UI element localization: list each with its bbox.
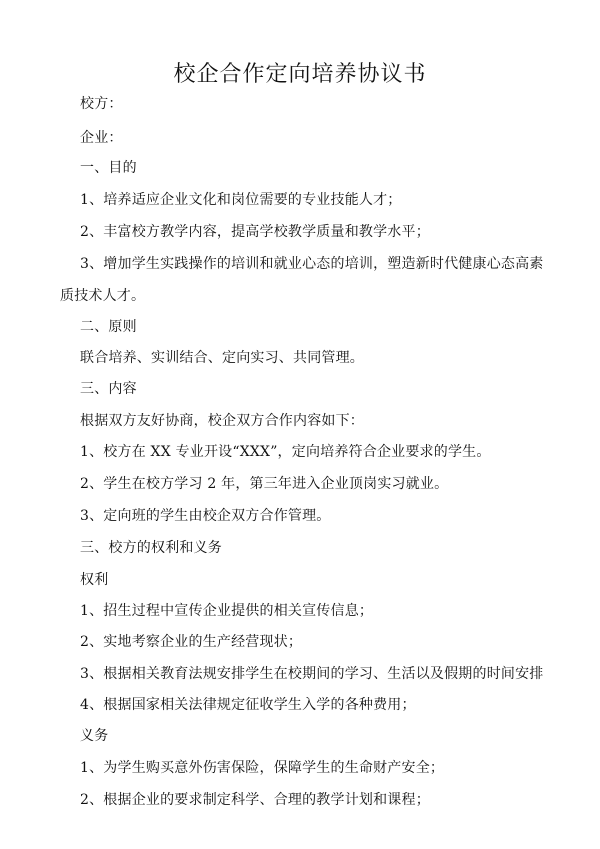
paragraph-line: 1、招生过程中宣传企业提供的相关宣传信息； — [80, 603, 374, 619]
paragraph-line: 3、增加学生实践操作的培训和就业心态的培训，塑造新时代健康心态高素 — [80, 256, 544, 272]
section-heading: 三、校方的权利和义务 — [80, 540, 222, 556]
section-heading: 二、原则 — [80, 319, 137, 335]
paragraph-line: 1、校方在 XX 专业开设“XXX”，定向培养符合企业要求的学生。 — [80, 444, 491, 460]
subsection-heading: 权利 — [80, 572, 109, 588]
paragraph-line: 2、丰富校方教学内容，提高学校教学质量和教学水平； — [80, 224, 430, 240]
paragraph-line: 2、根据企业的要求制定科学、合理的教学计划和课程； — [80, 792, 430, 808]
paragraph-line: 3、定向班的学生由校企双方合作管理。 — [80, 508, 331, 524]
party-enterprise-line: 企业： — [80, 130, 123, 146]
document-title: 校企合作定向培养协议书 — [173, 62, 427, 87]
paragraph-line: 根据双方友好协商，校企双方合作内容如下： — [80, 413, 364, 429]
party-school-line: 校方： — [80, 96, 123, 112]
paragraph-line: 1、培养适应企业文化和岗位需要的专业技能人才； — [80, 192, 402, 208]
paragraph-line: 2、实地考察企业的生产经营现状； — [80, 634, 303, 650]
subsection-heading: 义务 — [80, 728, 109, 744]
paragraph-line: 联合培养、实训结合、定向实习、共同管理。 — [80, 350, 364, 366]
section-heading: 三、内容 — [80, 381, 137, 397]
paragraph-line: 3、根据相关教育法规安排学生在校期间的学习、生活以及假期的时间安排 — [80, 666, 544, 682]
paragraph-line: 2、学生在校方学习 2 年，第三年进入企业顶岗实习就业。 — [80, 476, 449, 492]
paragraph-line: 质技术人才。 — [60, 288, 146, 304]
paragraph-line: 1、为学生购买意外伤害保险，保障学生的生命财产安全； — [80, 760, 445, 776]
paragraph-line: 4、根据国家相关法律规定征收学生入学的各种费用； — [80, 697, 416, 713]
section-heading: 一、目的 — [80, 160, 137, 176]
